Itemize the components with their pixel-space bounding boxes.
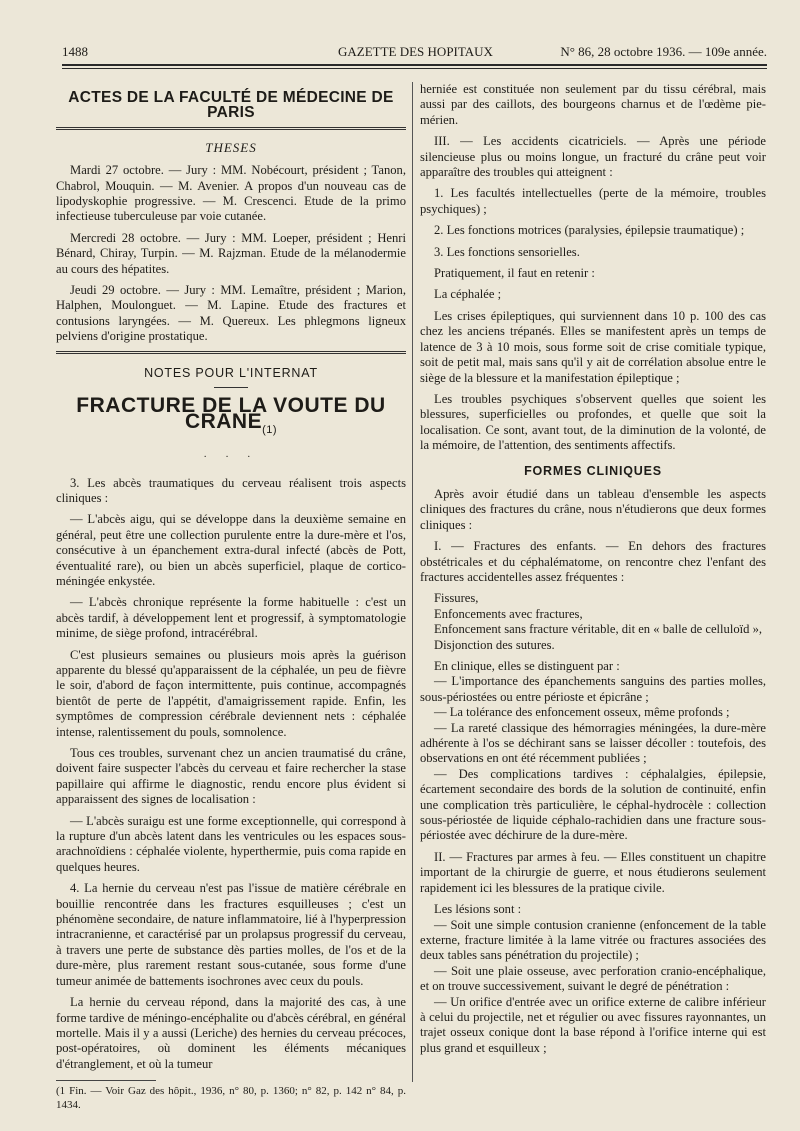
notes-heading: NOTES POUR L'INTERNAT [144, 365, 318, 380]
paragraph: Après avoir étudié dans un tableau d'ensemble les aspects cliniques des fractures du crâne, nous n'étudierons que deux formes cliniques : [420, 486, 766, 532]
paragraph: Tous ces troubles, survenant chez un ancien traumatisé du crâne, doivent faire suspecter l'abcès du cerveau et faire rechercher la stase papillaire qui affirme le diagnostic, rendu encore plus évident si apparaissent des signes de localisation : [56, 746, 406, 807]
page-number: 1488 [62, 44, 88, 59]
paragraph: Les crises épileptiques, qui surviennent dans 10 p. 100 des cas chez les anciens trépanés. Elles se manifestent après un temps de latence de 3 à 10 mois, sous forme soit de crise comitiale typique, soit de petit mal, mais sans qu'il y ait de corrélation absolue entre le siège de la blessure et la manifestation épileptique ; [420, 308, 766, 385]
paragraph: herniée est constituée non seulement par du tissu cérébral, mais aussi par des caillots, des bourgeons charnus et de l'œdème pie-mérien. [420, 82, 766, 127]
column-divider [412, 82, 413, 1082]
theses-heading: THESES [205, 139, 257, 155]
footnote-rule [56, 1080, 156, 1081]
list-line: Disjonction des sutures. [434, 637, 555, 652]
paragraph: La céphalée ; [434, 287, 502, 302]
right-column [420, 82, 766, 1062]
header-rule-thin [62, 68, 767, 69]
paragraph: II. — Fractures par armes à feu. — Elles constituent un chapitre important de la chirurgie de guerre, et nous étudierons seulement rapidement ici les blessures de la pratique civile. [420, 849, 766, 895]
ornament: · · · [203, 452, 259, 464]
page-header [62, 40, 767, 66]
these-entry: Mardi 27 octobre. — Jury : MM. Nobécourt, président ; Tanon, Chabrol, Mouquin. — M. Avenier. A propos d'un nouveau cas de lipodyskophie progressive. — M. Crescenci. Etude de la primo infectieuse tuberculeuse par voie cutanée. [56, 163, 406, 224]
left-column [56, 82, 406, 1118]
article-title-text: FRACTURE DE LA VOUTE DU CRANE [76, 394, 386, 433]
paragraph: III. — Les accidents cicatriciels. — Après une période silencieuse plus ou moins longue, un fracturé du crâne peut voir apparaître des troubles qui atteignent : [420, 134, 766, 180]
issue-info: N° 86, 28 octobre 1936. — 109e année. [560, 44, 767, 59]
paragraph: — Des complications tardives : céphalalgies, épilepsie, écartement secondaire des bords de la solution de continuité, enfin une complication très particulière, le céphal-hydrocèle : collection sous-périostée de liquide céphalo-rachidien dans une fracture sous-périostée avec déchirure de la dure-mère. [420, 766, 766, 843]
paragraph: 4. La hernie du cerveau n'est pas l'issue de matière cérébrale en bouillie rencontrée dans les fractures esquilleuses ; c'est un phénomène secondaire, de nature inflammatoire, lié à l'hyperpression intracranienne, et caractérisé par un prolapsus progressif du cerveau, à travers une perte de substance dès parties molles, de l'os et de la dure-mère, plus rarement restant sous-cutanée, sous forme d'une tumeur animée de battements isochrones avec ceux du pouls. [56, 881, 406, 988]
these-entry: Mercredi 28 octobre. — Jury : MM. Loeper, président ; Henri Bénard, Chiray, Turpin. — M. Rajzman. Etude de la mélanodermie au cours des hépatites. [56, 230, 406, 276]
paragraph: 3. Les fonctions sensorielles. [434, 244, 580, 259]
list-line: Enfoncement sans fracture véritable, dit en « balle de celluloïd », [434, 622, 763, 637]
paragraph: — L'abcès aigu, qui se développe dans la deuxième semaine en général, peut être une collection purulente entre la dure-mère et l'os, consécutive à un épanchement extra-dural infecté (abcès de Pott, éventualité rare), ou bien un abcès superficiel, plaque de cortico-méningée enkystée. [56, 512, 406, 588]
paragraph: 3. Les abcès traumatiques du cerveau réalisent trois aspects cliniques : [56, 475, 406, 505]
formes-heading: FORMES CLINIQUES [524, 463, 662, 478]
these-entry: Jeudi 29 octobre. — Jury : MM. Lemaître, président ; Marion, Halphen, Moulonguet. — M. Lapine. Etude des fractures et contusions laryngées. — M. Quereux. Les phlegmons ligneux pelviens d'origine prostatique. [56, 283, 406, 344]
paragraph: — Soit une simple contusion cranienne (enfoncement de la table externe, fracture limitée à la lame vitrée ou fractures associées des deux tables sans pénétration du projectile) ; [420, 917, 766, 963]
paragraph: Pratiquement, il faut en retenir : [434, 266, 595, 281]
paragraph: 1. Les facultés intellectuelles (perte de la mémoire, troubles psychiques) ; [420, 186, 766, 216]
footnote: (1 Fin. — Voir Gaz des hôpit., 1936, n° 80, p. 1360; n° 82, p. 142 n° 84, p. 1434. [56, 1085, 406, 1111]
list-line: Fissures, [434, 591, 479, 606]
paragraph: — La tolérance des enfoncement osseux, même profonds ; [434, 705, 730, 720]
paragraph: — L'abcès suraigu est une forme exceptionnelle, qui correspond à la rupture d'un abcès latent dans les ventricules ou les espaces sous-arachnoïdiens : céphalée violente, hyperthermie, puis coma rapide en quelques heures. [56, 813, 406, 874]
article-title [56, 394, 406, 438]
paragraph: 2. Les fonctions motrices (paralysies, épilepsie traumatique) ; [434, 223, 745, 238]
paragraph: — L'abcès chronique représente la forme habituelle : c'est un abcès tardif, à développement lent et progressif, à symptomatologie minime, de siège profond, intracérébral. [56, 595, 406, 641]
double-rule [56, 351, 406, 354]
paragraph: — Un orifice d'entrée avec un orifice externe de calibre inférieur à celui du projectile, net et régulier ou avec fissures rayonnantes, un trajet osseux conique dont la base répond à l'orifice interne qui est plus grand et esquilleux ; [420, 994, 766, 1055]
paragraph: — L'importance des épanchements sanguins des parties molles, sous-périostées ou entre périoste et épicrâne ; [420, 674, 766, 704]
paragraph: C'est plusieurs semaines ou plusieurs mois après la guérison apparente du blessé qu'apparaissent de la céphalée, un peu de fièvre le soir, d'abord de façon intermittente, puis continue, accompagnés bientôt de perte de l'appétit, d'amaigrissement rapide. Enfin, les symptômes de compression cérébrale deviennent nets : céphalée intense, ralentissement du pouls, somnolence. [56, 647, 406, 739]
paragraph: — La rareté classique des hémorragies méningées, la dure-mère adhérente à l'os se déchirant sans se laisser décoller : toutefois, des observations en ont été récemment publiées ; [420, 720, 766, 766]
list-line: Enfoncements avec fractures, [434, 606, 583, 621]
paragraph: I. — Fractures des enfants. — En dehors des fractures obstétricales et du céphalématome, on rencontre chez l'enfant des fractures accidentelles assez fréquentes : [420, 539, 766, 584]
paragraph: — Soit une plaie osseuse, avec perforation cranio-encéphalique, et on trouve successivement, suivant le degré de pénétration : [420, 963, 766, 994]
double-rule [56, 127, 406, 130]
footnote-ref: (1) [262, 423, 278, 436]
header-rule [62, 64, 767, 66]
short-rule [214, 387, 248, 388]
actes-title: ACTES DE LA FACULTÉ DE MÉDECINE DE PARIS [68, 89, 394, 122]
paragraph: Les lésions sont : [434, 902, 522, 917]
paragraph: Les troubles psychiques s'observent quelles que soient les blessures, superficielles ou profondes, et quelle que soit la localisation. Ce sont, avant tout, de la diminution de la volonté, de la mémoire, de l'attention, des sentiments affectifs. [420, 391, 766, 453]
paragraph: La hernie du cerveau répond, dans la majorité des cas, à une forme tardive de méningo-encéphalite ou d'abcès cérébral, en général mortelle. Mais il y a aussi (Leriche) des hernies du cerveau précoces, post-opératoires, où dominent les éléments mécaniques d'étranglement, et où la tumeur [56, 995, 406, 1071]
paragraph: En clinique, elles se distinguent par : [434, 659, 620, 673]
journal-title: GAZETTE DES HOPITAUX [338, 44, 493, 59]
